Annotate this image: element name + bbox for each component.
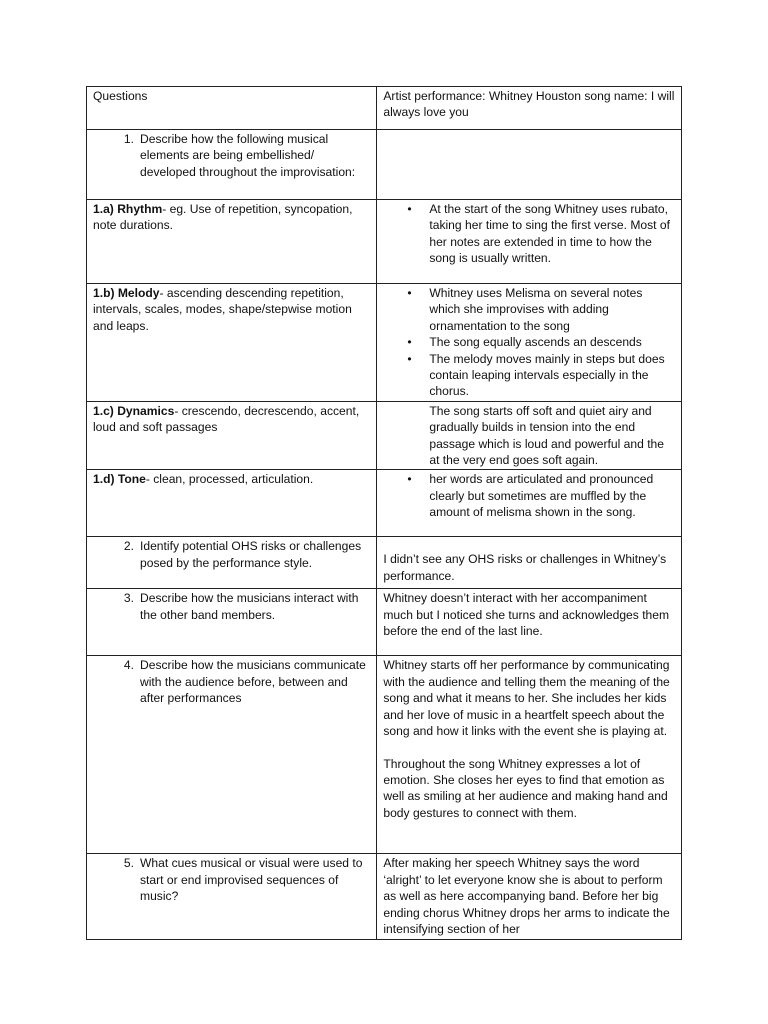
question-4-row [87, 656, 682, 854]
question-1b-row [87, 284, 682, 402]
answer-text: Whitney doesn’t interact with her accompaniment much but I noticed she turns and acknowledges them before the end of the last line. [383, 591, 670, 639]
question-text: Describe how the following musical elements are being embellished/ developed throughout the improvisation: [140, 132, 356, 179]
question-text: - ascending descending repetition, intervals, scales, modes, shape/stepwise motion and leaps. [93, 286, 352, 333]
worksheet-table [86, 86, 682, 940]
answer-2-cell [377, 537, 682, 589]
question-label: 1.b) Melody [93, 286, 160, 300]
answer-1-cell [377, 130, 682, 200]
question-1d-row [87, 470, 682, 537]
header-row [87, 87, 682, 130]
question-5-row [87, 854, 682, 939]
question-1c-row [87, 401, 682, 470]
question-text: Describe how the musicians communicate with the audience before, between and after performances [140, 658, 366, 706]
question-3-cell [87, 589, 377, 656]
answer-1a-cell [377, 200, 682, 284]
question-1-row [87, 130, 682, 200]
question-label: 1.c) Dynamics [93, 403, 175, 418]
question-text: Describe how the musicians interact with the other band members. [140, 591, 359, 622]
answer-text: I didn’t see any OHS risks or challenges in Whitney’s performance. [383, 552, 667, 583]
answer-1d-cell [377, 470, 682, 537]
answer-bullet: • At the start of the song Whitney uses rubato, taking her time to sing the first verse. Most of her notes are extended in time to how the song is usually written. [383, 201, 676, 267]
question-label: 1.d) Tone [93, 472, 146, 487]
question-number: 4. [123, 658, 134, 673]
questions-header: Questions [87, 87, 377, 130]
question-1d-cell [87, 470, 377, 537]
question-3-row [87, 589, 682, 656]
answer-paragraph: Whitney starts off her performance by communicating with the audience and telling them the meaning of the song and what it means to her. She includes her kids and her love of music in a heartfelt speech about the song and how it links with the event she is playing at. [383, 658, 670, 739]
question-5-cell [87, 854, 377, 939]
question-number: 1. [123, 132, 134, 146]
answer-3-cell [377, 589, 682, 656]
question-text: What cues musical or visual were used to start or end improvised sequences of music? [140, 856, 363, 904]
artist-header: Artist performance: Whitney Houston song name: I will always love you [377, 87, 682, 130]
question-1c-cell [87, 401, 377, 470]
question-number: 3. [123, 591, 134, 606]
question-text: - crescendo, decrescendo, accent, loud and soft passages [93, 403, 360, 435]
question-2-row [87, 537, 682, 589]
question-1b-cell [87, 284, 377, 402]
question-1a-cell [87, 200, 377, 284]
answer-1b-cell [377, 284, 682, 402]
question-number: 2. [123, 539, 134, 554]
answer-5-cell [377, 854, 682, 939]
answer-text: The song starts off soft and quiet airy and gradually builds in tension into the end passage which is loud and powerful and the at the very end goes soft again. [429, 403, 665, 468]
question-number: 5. [123, 856, 134, 871]
answer-1c-cell [377, 401, 682, 470]
answer-text: After making her speech Whitney says the word ‘alright’ to let everyone know she is about to perform as well as here accompanying band. Before her big ending chorus Whitney drops her arms to indicate the intensifying section of her [383, 856, 670, 937]
question-text: - clean, processed, articulation. [145, 472, 314, 487]
question-1a-row [87, 200, 682, 284]
answer-paragraph: Throughout the song Whitney expresses a lot of emotion. She closes her eyes to find that emotion as well as smiling at her audience and making hand and body gestures to connect with them. [383, 756, 668, 820]
question-4-cell [87, 656, 377, 854]
answer-bullet: • her words are articulated and pronounced clearly but sometimes are muffled by the amount of melisma shown in the song. [383, 471, 676, 520]
question-text: Identify potential OHS risks or challenges posed by the performance style. [140, 539, 362, 570]
answer-bullet: • Whitney uses Melisma on several notes which she improvises with adding ornamentation to the song [383, 285, 676, 334]
answer-bullet: • The song equally ascends an descends [383, 334, 676, 350]
question-1-cell [87, 130, 377, 200]
answer-bullet: • The melody moves mainly in steps but does contain leaping intervals especially in the chorus. [383, 351, 676, 400]
question-label: 1.a) Rhythm [93, 202, 163, 216]
answer-4-cell [377, 656, 682, 854]
question-2-cell [87, 537, 377, 589]
question-text: - eg. Use of repetition, syncopation, note durations. [93, 202, 353, 233]
